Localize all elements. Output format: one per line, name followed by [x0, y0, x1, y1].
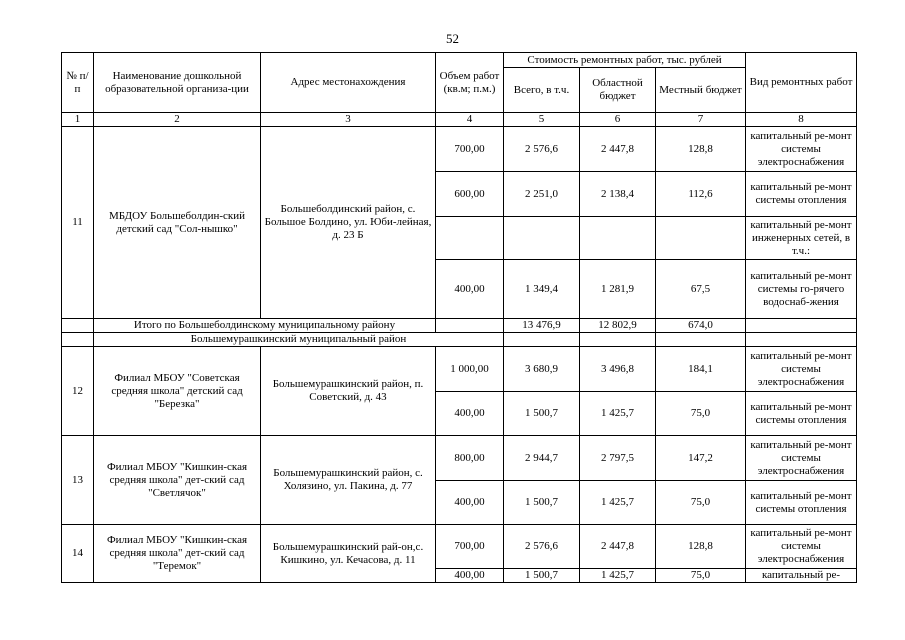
col-number: 7 — [656, 113, 746, 127]
subtotal-label: Итого по Большеболдинскому муниципальному району — [94, 319, 436, 333]
organization-name: Филиал МБОУ "Кишкин-ская средняя школа" дет-ский сад "Теремок" — [94, 525, 261, 583]
local-cell: 128,8 — [656, 525, 746, 569]
regional-cell: 1 425,7 — [580, 569, 656, 583]
regional-cell: 2 138,4 — [580, 172, 656, 217]
entry-number: 13 — [62, 436, 94, 525]
work-type-cell: капитальный ре-монт системы го-рячего водоснаб-жения — [746, 260, 857, 319]
header-num: № п/п — [62, 53, 94, 113]
local-cell: 147,2 — [656, 436, 746, 481]
organization-address: Большемурашкинский район, п. Советский, д. 43 — [261, 347, 436, 436]
organization-address: Большеболдинский район, с. Большое Болдино, ул. Юби-лейная, д. 23 Б — [261, 127, 436, 319]
col-number: 2 — [94, 113, 261, 127]
header-cost-group: Стоимость ремонтных работ, тыс. рублей — [504, 53, 746, 68]
col-number: 3 — [261, 113, 436, 127]
total-cell: 1 500,7 — [504, 569, 580, 583]
regional-cell: 2 447,8 — [580, 127, 656, 172]
page-number: 52 — [446, 31, 459, 46]
regional-cell: 2 447,8 — [580, 525, 656, 569]
repair-cost-table — [61, 52, 857, 583]
header-name: Наименование дошкольной образовательной организа-ции — [94, 53, 261, 113]
regional-cell: 1 281,9 — [580, 260, 656, 319]
work-type-cell: капитальный ре-монт системы электроснабжения — [746, 525, 857, 569]
regional-cell: 1 425,7 — [580, 392, 656, 436]
header-volume: Объем работ (кв.м; п.м.) — [436, 53, 504, 113]
header-address: Адрес местонахождения — [261, 53, 436, 113]
volume-cell: 400,00 — [436, 392, 504, 436]
col-number: 5 — [504, 113, 580, 127]
subtotal-total: 13 476,9 — [504, 319, 580, 333]
regional-cell: 2 797,5 — [580, 436, 656, 481]
header-work-type: Вид ремонтных работ — [746, 53, 857, 113]
header-regional: Областной бюджет — [580, 68, 656, 113]
local-cell: 75,0 — [656, 569, 746, 583]
total-cell: 1 349,4 — [504, 260, 580, 319]
local-cell: 75,0 — [656, 481, 746, 525]
work-type-cell: капитальный ре-монт системы электроснабжения — [746, 127, 857, 172]
total-cell: 2 944,7 — [504, 436, 580, 481]
regional-cell: 3 496,8 — [580, 347, 656, 392]
table-row — [62, 127, 857, 172]
work-type-cell: капитальный ре-монт системы электроснабжения — [746, 436, 857, 481]
section-empty — [504, 333, 580, 347]
local-cell: 112,6 — [656, 172, 746, 217]
entry-number: 11 — [62, 127, 94, 319]
volume-cell: 700,00 — [436, 127, 504, 172]
volume-cell — [436, 217, 504, 260]
subtotal-regional: 12 802,9 — [580, 319, 656, 333]
subtotal-empty-num — [62, 319, 94, 333]
regional-cell — [580, 217, 656, 260]
volume-cell: 400,00 — [436, 481, 504, 525]
volume-cell: 400,00 — [436, 569, 504, 583]
work-type-cell: капитальный ре-монт системы отопления — [746, 392, 857, 436]
organization-name: Филиал МБОУ "Советская средняя школа" детский сад "Березка" — [94, 347, 261, 436]
volume-cell: 800,00 — [436, 436, 504, 481]
total-cell — [504, 217, 580, 260]
header-total: Всего, в т.ч. — [504, 68, 580, 113]
total-cell: 2 576,6 — [504, 127, 580, 172]
local-cell — [656, 217, 746, 260]
work-type-cell: капитальный ре-монт системы электроснабжения — [746, 347, 857, 392]
section-empty — [746, 333, 857, 347]
total-cell: 2 251,0 — [504, 172, 580, 217]
volume-cell: 1 000,00 — [436, 347, 504, 392]
total-cell: 1 500,7 — [504, 481, 580, 525]
work-type-cell: капитальный ре-монт системы отопления — [746, 172, 857, 217]
volume-cell: 600,00 — [436, 172, 504, 217]
table-row — [62, 436, 857, 481]
local-cell: 128,8 — [656, 127, 746, 172]
section-empty — [580, 333, 656, 347]
total-cell: 3 680,9 — [504, 347, 580, 392]
col-number: 4 — [436, 113, 504, 127]
organization-address: Большемурашкинский район, с. Холязино, ул. Пакина, д. 77 — [261, 436, 436, 525]
col-number: 1 — [62, 113, 94, 127]
subtotal-empty-work — [746, 319, 857, 333]
column-numbers-row — [62, 113, 857, 127]
local-cell: 75,0 — [656, 392, 746, 436]
subtotal-local: 674,0 — [656, 319, 746, 333]
regional-cell: 1 425,7 — [580, 481, 656, 525]
total-cell: 1 500,7 — [504, 392, 580, 436]
section-row — [62, 333, 857, 347]
section-empty-num — [62, 333, 94, 347]
local-cell: 184,1 — [656, 347, 746, 392]
entry-number: 14 — [62, 525, 94, 583]
col-number: 6 — [580, 113, 656, 127]
subtotal-row — [62, 319, 857, 333]
work-type-cell: капитальный ре-монт системы отопления — [746, 481, 857, 525]
volume-cell: 700,00 — [436, 525, 504, 569]
section-empty — [656, 333, 746, 347]
section-title: Большемурашкинский муниципальный район — [94, 333, 504, 347]
total-cell: 2 576,6 — [504, 525, 580, 569]
organization-name: МБДОУ Большеболдин-ский детский сад "Сол-нышко" — [94, 127, 261, 319]
entry-number: 12 — [62, 347, 94, 436]
header-row — [62, 53, 857, 68]
organization-address: Большемурашкинский рай-он,с. Кишкино, ул. Кечасова, д. 11 — [261, 525, 436, 583]
work-type-cell: капитальный ре-монт инженерных сетей, в т.ч.: — [746, 217, 857, 260]
volume-cell: 400,00 — [436, 260, 504, 319]
col-number: 8 — [746, 113, 857, 127]
organization-name: Филиал МБОУ "Кишкин-ская средняя школа" дет-ский сад "Светлячок" — [94, 436, 261, 525]
header-local: Местный бюджет — [656, 68, 746, 113]
table-row — [62, 347, 857, 392]
work-type-cell: капитальный ре- — [746, 569, 857, 583]
subtotal-empty-volume — [436, 319, 504, 333]
local-cell: 67,5 — [656, 260, 746, 319]
table-row — [62, 525, 857, 569]
